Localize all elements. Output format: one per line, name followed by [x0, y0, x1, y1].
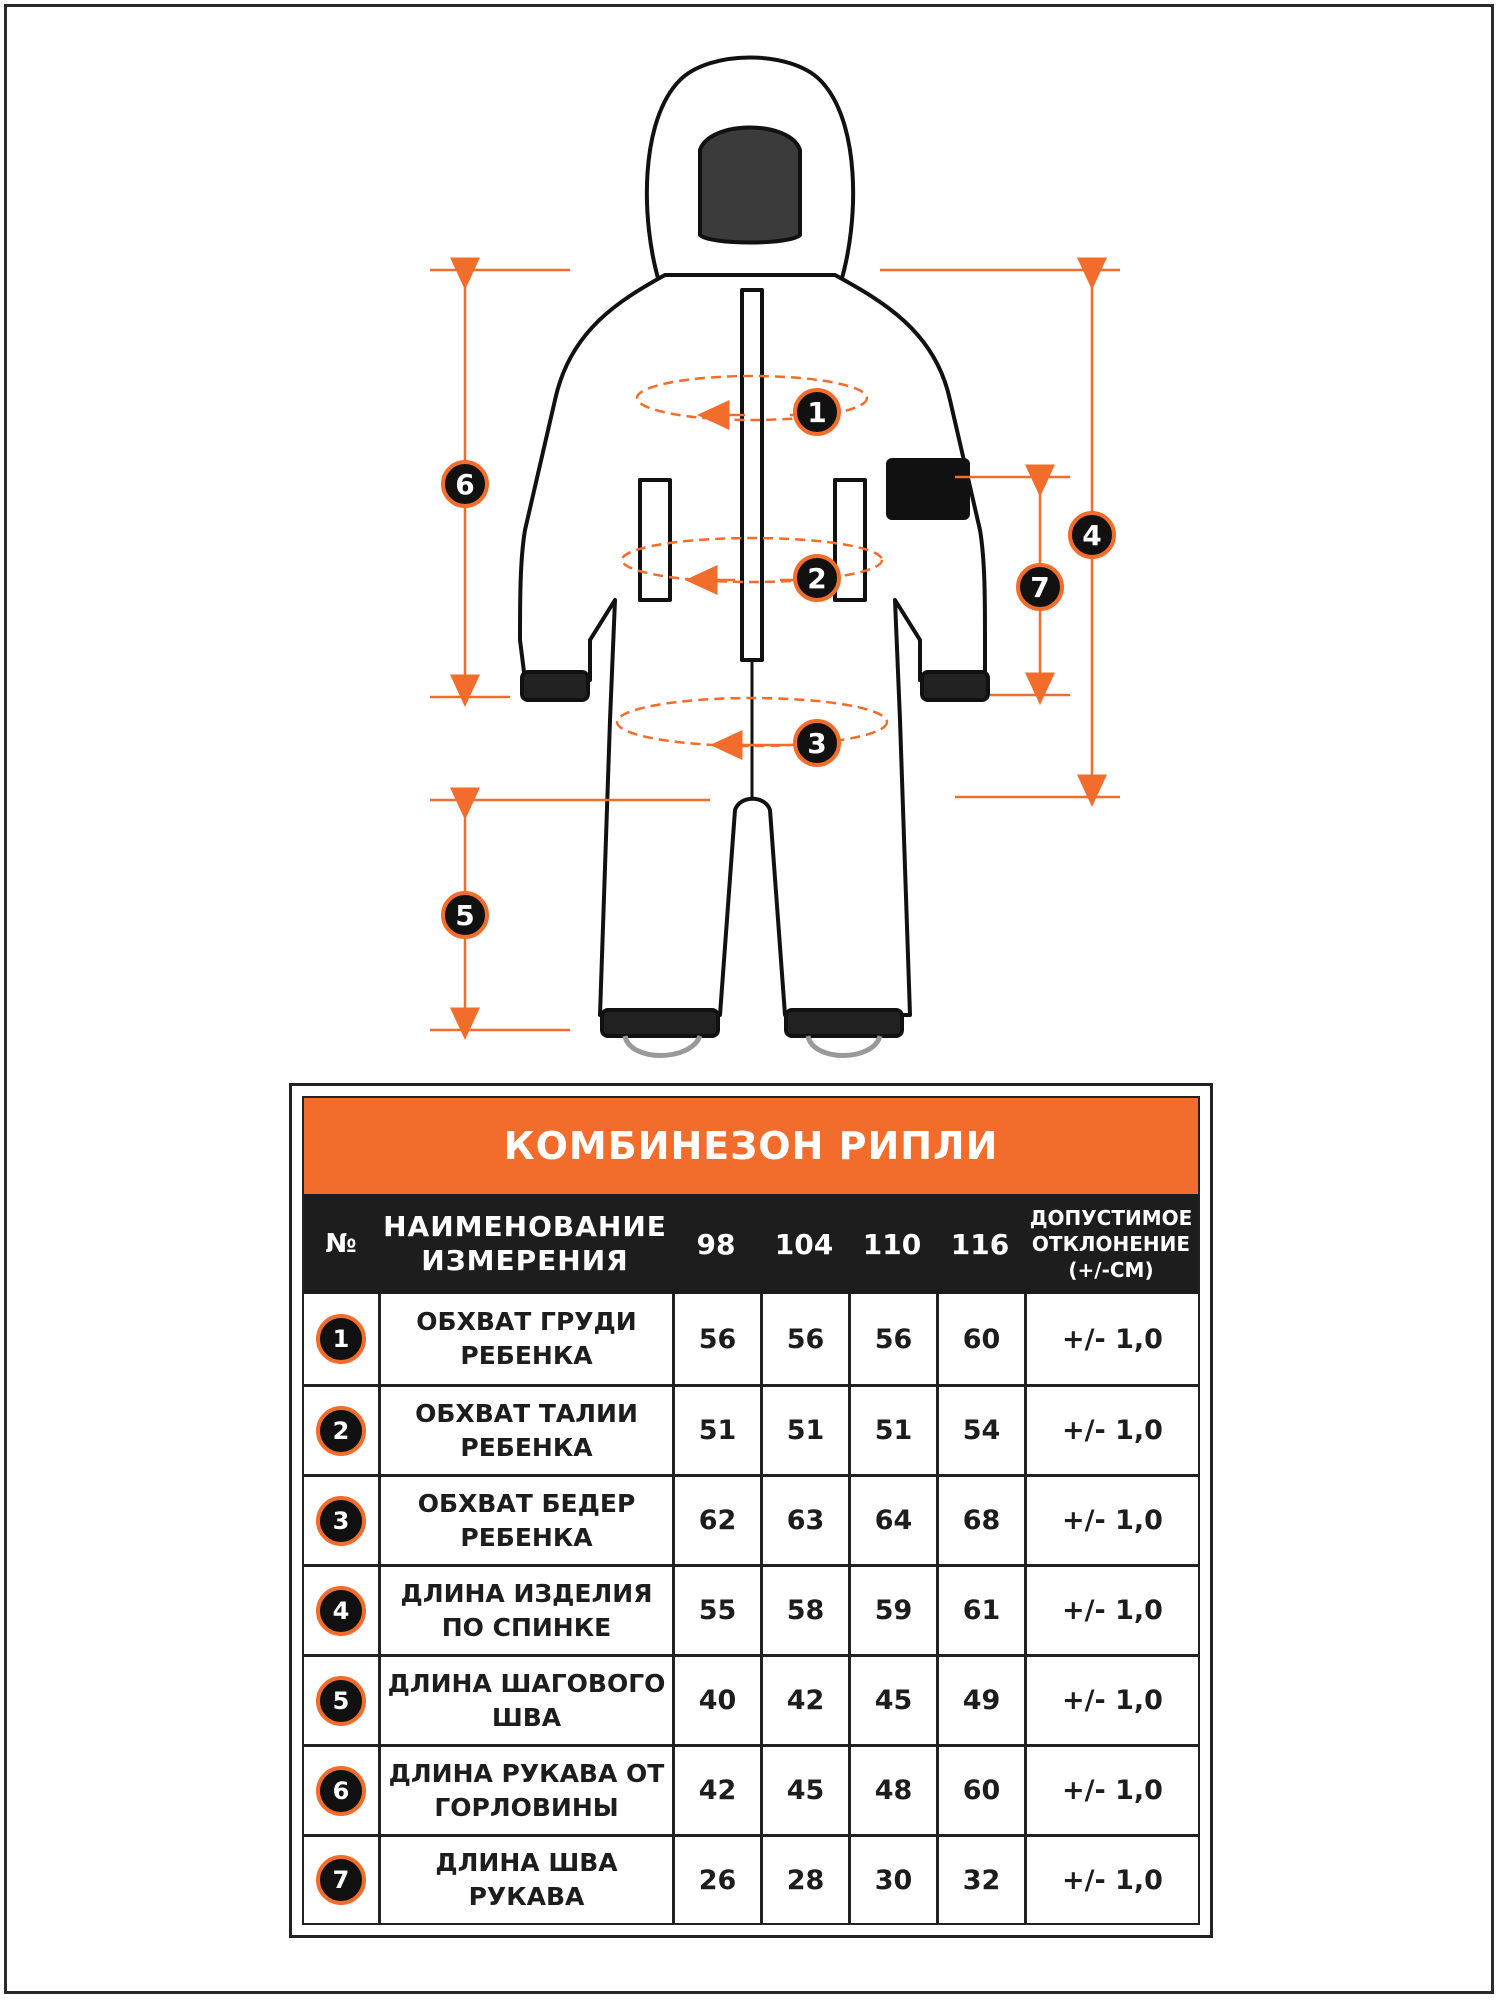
size-value: 56 — [848, 1294, 936, 1384]
svg-text:6: 6 — [455, 468, 475, 501]
table-row — [304, 1294, 1198, 1384]
left-cuff — [522, 672, 588, 700]
tolerance-value: +/- 1,0 — [1024, 1477, 1198, 1564]
size-value: 49 — [936, 1657, 1024, 1744]
header-tolerance: ДОПУСТИМОЕ ОТКЛОНЕНИЕ (+/-СМ) — [1029, 1206, 1193, 1282]
row-number-cell — [304, 1567, 378, 1654]
measurement-name: ДЛИНА ИЗДЕЛИЯ ПО СПИНКЕ — [378, 1567, 672, 1654]
size-value: 59 — [848, 1567, 936, 1654]
tolerance-value: +/- 1,0 — [1024, 1294, 1198, 1384]
left-leg-cuff — [602, 1010, 718, 1036]
size-value: 61 — [936, 1567, 1024, 1654]
table-row — [304, 1564, 1198, 1654]
size-value: 30 — [848, 1837, 936, 1923]
header-size-116: 116 — [950, 1227, 1010, 1261]
size-value: 42 — [672, 1747, 760, 1834]
size-value: 64 — [848, 1477, 936, 1564]
left-foot-strap — [625, 1036, 700, 1056]
svg-text:3: 3 — [807, 727, 827, 760]
row-number-cell — [304, 1294, 378, 1384]
row-number-badge: 5 — [316, 1676, 366, 1726]
hood-lining — [700, 128, 800, 243]
table-row — [304, 1834, 1198, 1923]
header-name: НАИМЕНОВАНИЕ ИЗМЕРЕНИЯ — [383, 1210, 667, 1277]
size-value: 56 — [760, 1294, 848, 1384]
size-value: 55 — [672, 1567, 760, 1654]
left-pocket — [640, 480, 670, 600]
table-row — [304, 1384, 1198, 1474]
size-table — [289, 1083, 1213, 1938]
table-row — [304, 1474, 1198, 1564]
zipper — [742, 290, 762, 660]
table-header — [304, 1194, 1198, 1294]
tolerance-value: +/- 1,0 — [1024, 1747, 1198, 1834]
size-value: 48 — [848, 1747, 936, 1834]
marker-5 — [443, 893, 487, 937]
marker-7 — [1018, 565, 1062, 609]
size-value: 63 — [760, 1477, 848, 1564]
row-number-cell — [304, 1747, 378, 1834]
table-row — [304, 1654, 1198, 1744]
row-number-cell — [304, 1387, 378, 1474]
row-number-badge: 4 — [316, 1586, 366, 1636]
marker-2 — [795, 556, 839, 600]
header-size-110: 110 — [862, 1227, 922, 1261]
header-size-98: 98 — [696, 1227, 736, 1261]
measurement-name: ОБХВАТ БЕДЕР РЕБЕНКА — [378, 1477, 672, 1564]
header-no: № — [325, 1229, 357, 1259]
size-value: 62 — [672, 1477, 760, 1564]
size-value: 45 — [848, 1657, 936, 1744]
size-table-inner — [302, 1096, 1200, 1925]
size-value: 51 — [672, 1387, 760, 1474]
table-body — [304, 1294, 1198, 1923]
tolerance-value: +/- 1,0 — [1024, 1837, 1198, 1923]
size-value: 26 — [672, 1837, 760, 1923]
row-number-badge: 1 — [316, 1314, 366, 1364]
marker-1 — [795, 390, 839, 434]
row-number-badge: 3 — [316, 1496, 366, 1546]
svg-text:1: 1 — [807, 396, 827, 429]
tolerance-value: +/- 1,0 — [1024, 1387, 1198, 1474]
right-leg-cuff — [786, 1010, 902, 1036]
header-size-104: 104 — [774, 1227, 834, 1261]
row-number-cell — [304, 1477, 378, 1564]
jumpsuit-drawing — [520, 58, 988, 1056]
size-value: 60 — [936, 1747, 1024, 1834]
row-number-badge: 2 — [316, 1406, 366, 1456]
size-value: 51 — [760, 1387, 848, 1474]
size-value: 42 — [760, 1657, 848, 1744]
row-number-badge: 6 — [316, 1766, 366, 1816]
measurement-name: ОБХВАТ ГРУДИ РЕБЕНКА — [378, 1294, 672, 1384]
svg-text:4: 4 — [1082, 519, 1102, 552]
size-value: 58 — [760, 1567, 848, 1654]
size-value: 32 — [936, 1837, 1024, 1923]
marker-3 — [795, 721, 839, 765]
size-value: 28 — [760, 1837, 848, 1923]
size-value: 54 — [936, 1387, 1024, 1474]
row-number-cell — [304, 1837, 378, 1923]
size-value: 56 — [672, 1294, 760, 1384]
measurement-name: ДЛИНА РУКАВА ОТ ГОРЛОВИНЫ — [378, 1747, 672, 1834]
tolerance-value: +/- 1,0 — [1024, 1657, 1198, 1744]
table-title: КОМБИНЕЗОН РИПЛИ — [304, 1098, 1198, 1194]
measurement-name: ОБХВАТ ТАЛИИ РЕБЕНКА — [378, 1387, 672, 1474]
sleeve-badge — [888, 460, 968, 518]
size-value: 51 — [848, 1387, 936, 1474]
right-cuff — [922, 672, 988, 700]
measurement-name: ДЛИНА ШВА РУКАВА — [378, 1837, 672, 1923]
marker-6 — [443, 462, 487, 506]
size-value: 40 — [672, 1657, 760, 1744]
right-foot-strap — [808, 1036, 880, 1056]
marker-4 — [1070, 513, 1114, 557]
size-value: 45 — [760, 1747, 848, 1834]
tolerance-value: +/- 1,0 — [1024, 1567, 1198, 1654]
row-number-badge: 7 — [316, 1855, 366, 1905]
svg-text:5: 5 — [455, 899, 475, 932]
size-value: 68 — [936, 1477, 1024, 1564]
svg-text:7: 7 — [1030, 571, 1050, 604]
row-number-cell — [304, 1657, 378, 1744]
table-row — [304, 1744, 1198, 1834]
size-value: 60 — [936, 1294, 1024, 1384]
measurement-name: ДЛИНА ШАГОВОГО ШВА — [378, 1657, 672, 1744]
svg-text:2: 2 — [807, 562, 827, 595]
